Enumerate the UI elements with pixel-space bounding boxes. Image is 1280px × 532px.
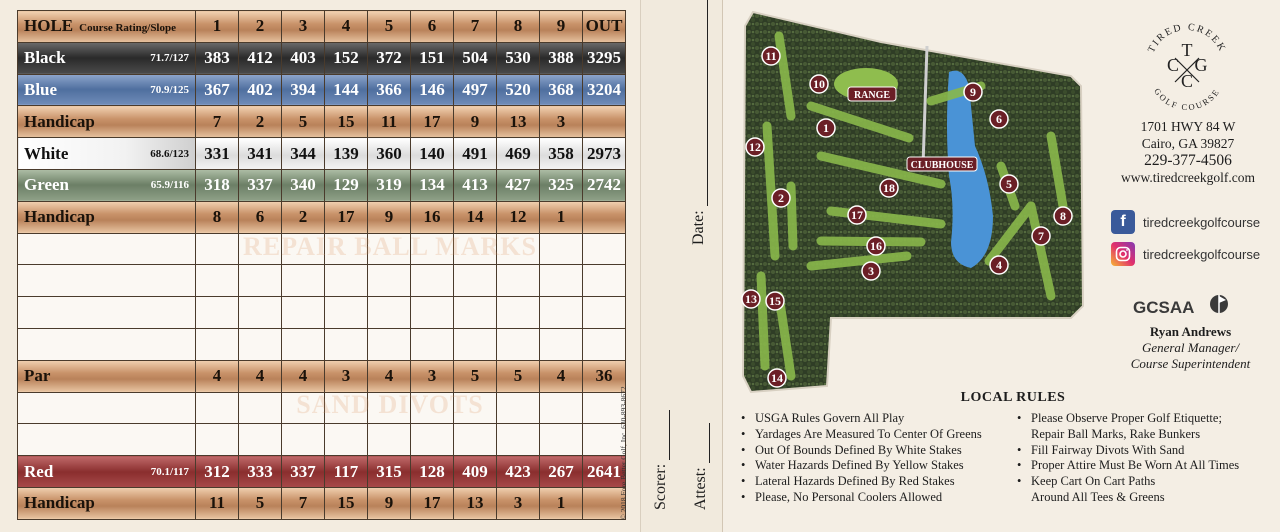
score-entry-cell[interactable] bbox=[497, 328, 540, 360]
score-entry-cell[interactable] bbox=[454, 297, 497, 329]
handicap-out-blank bbox=[583, 201, 626, 233]
score-out-cell[interactable] bbox=[583, 233, 626, 265]
handicap-cell: 3 bbox=[540, 106, 583, 138]
yardage-cell: 413 bbox=[454, 169, 497, 201]
address-line-1: 1701 HWY 84 W bbox=[1140, 119, 1236, 134]
score-entry-cell[interactable] bbox=[497, 424, 540, 456]
course-map bbox=[731, 6, 1091, 396]
hole-number: 3 bbox=[282, 11, 325, 43]
out-total: 2641 bbox=[583, 456, 626, 488]
instagram-row[interactable] bbox=[1111, 242, 1260, 266]
score-entry-cell[interactable] bbox=[540, 328, 583, 360]
svg-text:8: 8 bbox=[1060, 209, 1066, 223]
attest-field[interactable] bbox=[692, 423, 710, 510]
handicap-cell: 9 bbox=[368, 201, 411, 233]
svg-text:5: 5 bbox=[1006, 177, 1012, 191]
svg-text:9: 9 bbox=[970, 85, 976, 99]
yardage-cell: 331 bbox=[196, 138, 239, 170]
local-rules-column-2 bbox=[1015, 411, 1277, 506]
yardage-cell: 412 bbox=[239, 42, 282, 74]
handicap-out-blank bbox=[583, 106, 626, 138]
score-entry-cell[interactable] bbox=[454, 328, 497, 360]
score-entry-cell[interactable] bbox=[540, 297, 583, 329]
tee-rating: 70.9/125 bbox=[150, 83, 189, 96]
yardage-cell: 128 bbox=[411, 456, 454, 488]
gcsaa-logo bbox=[1133, 291, 1233, 319]
tee-rating: 70.1/117 bbox=[150, 465, 189, 478]
facebook-row[interactable] bbox=[1111, 210, 1260, 234]
yardage-cell: 409 bbox=[454, 456, 497, 488]
tee-name: White bbox=[24, 143, 69, 163]
rule-item: • Proper Attire Must Be Worn At All Times bbox=[1015, 458, 1277, 474]
yardage-cell: 134 bbox=[411, 169, 454, 201]
yardage-cell: 504 bbox=[454, 42, 497, 74]
yardage-cell: 402 bbox=[239, 74, 282, 106]
score-entry-cell[interactable] bbox=[196, 265, 239, 297]
svg-text:3: 3 bbox=[868, 264, 874, 278]
hole-number: 7 bbox=[454, 11, 497, 43]
scorer-field[interactable] bbox=[652, 410, 670, 510]
yardage-cell: 368 bbox=[540, 74, 583, 106]
tee-row-green bbox=[18, 169, 626, 201]
par-cell: 4 bbox=[239, 360, 282, 392]
facebook-icon: f bbox=[1111, 210, 1135, 234]
svg-text:12: 12 bbox=[749, 140, 761, 154]
svg-text:17: 17 bbox=[851, 208, 863, 222]
hole-marker-8 bbox=[1054, 207, 1072, 225]
svg-text:18: 18 bbox=[883, 181, 895, 195]
rule-item: Around All Tees & Greens bbox=[1031, 489, 1165, 504]
out-total: 3204 bbox=[583, 74, 626, 106]
tee-rating: 71.7/127 bbox=[150, 52, 189, 65]
handicap-cell: 14 bbox=[454, 201, 497, 233]
yardage-cell: 315 bbox=[368, 456, 411, 488]
handicap-cell: 17 bbox=[411, 487, 454, 519]
handicap-cell: 6 bbox=[239, 201, 282, 233]
hole-marker-13 bbox=[742, 290, 760, 308]
yardage-cell: 530 bbox=[497, 42, 540, 74]
hole-number: 2 bbox=[239, 11, 282, 43]
score-entry-cell[interactable] bbox=[411, 392, 454, 424]
svg-text:2: 2 bbox=[778, 191, 784, 205]
contact-block bbox=[1103, 118, 1273, 186]
tee-name-cell bbox=[18, 456, 196, 488]
header-row bbox=[18, 11, 626, 43]
tired-creek-logo bbox=[1135, 14, 1239, 118]
player-name-cell[interactable] bbox=[18, 328, 196, 360]
yardage-cell: 366 bbox=[368, 74, 411, 106]
handicap-label-cell bbox=[18, 487, 196, 519]
handicap-cell: 15 bbox=[325, 487, 368, 519]
handicap-cell: 16 bbox=[411, 201, 454, 233]
date-line[interactable] bbox=[694, 0, 708, 206]
score-entry-cell[interactable] bbox=[411, 233, 454, 265]
hole-label: HOLE bbox=[24, 16, 74, 36]
score-entry-cell[interactable] bbox=[325, 265, 368, 297]
handicap-label-cell bbox=[18, 106, 196, 138]
handicap-cell: 11 bbox=[368, 106, 411, 138]
yardage-cell: 337 bbox=[282, 456, 325, 488]
yardage-cell: 383 bbox=[196, 42, 239, 74]
yardage-cell: 360 bbox=[368, 138, 411, 170]
local-rules-title: LOCAL RULES bbox=[960, 390, 1066, 405]
copyright-text: © 2018 Fore Better Golf, Inc. 630-893-8672 bbox=[619, 386, 628, 520]
score-entry-cell[interactable] bbox=[540, 265, 583, 297]
player-name-cell[interactable] bbox=[18, 233, 196, 265]
hole-number: 8 bbox=[497, 11, 540, 43]
info-panel bbox=[723, 0, 1280, 532]
handicap-label-cell bbox=[18, 201, 196, 233]
out-total: 3295 bbox=[583, 42, 626, 74]
yardage-cell: 469 bbox=[497, 138, 540, 170]
score-entry-row bbox=[18, 328, 626, 360]
yardage-cell: 333 bbox=[239, 456, 282, 488]
score-entry-cell[interactable] bbox=[282, 392, 325, 424]
score-entry-cell[interactable] bbox=[282, 297, 325, 329]
yardage-cell: 139 bbox=[325, 138, 368, 170]
score-entry-row bbox=[18, 392, 626, 424]
phone-number[interactable]: 229-377-4506 bbox=[1144, 152, 1232, 169]
hole-marker-1 bbox=[817, 119, 835, 137]
hole-marker-16 bbox=[867, 237, 885, 255]
yardage-cell: 319 bbox=[368, 169, 411, 201]
date-label: Date: bbox=[690, 210, 707, 245]
score-entry-cell[interactable] bbox=[282, 233, 325, 265]
course-rating-slope-label: Course Rating/Slope bbox=[79, 22, 176, 35]
tee-rating: 65.9/116 bbox=[150, 179, 189, 192]
manager-block bbox=[1103, 324, 1278, 372]
handicap-cell: 11 bbox=[196, 487, 239, 519]
yardage-cell: 367 bbox=[196, 74, 239, 106]
tee-row-red bbox=[18, 456, 626, 488]
rule-item: • Please Observe Proper Golf Etiquette; bbox=[1015, 411, 1277, 427]
score-entry-cell[interactable] bbox=[411, 297, 454, 329]
rule-item: • Water Hazards Defined By Yellow Stakes bbox=[739, 458, 1019, 474]
score-entry-cell[interactable] bbox=[497, 233, 540, 265]
handicap-cell: 9 bbox=[368, 487, 411, 519]
tee-name-cell bbox=[18, 138, 196, 170]
handicap-cell: 9 bbox=[454, 106, 497, 138]
par-cell: 4 bbox=[368, 360, 411, 392]
rule-item: Repair Ball Marks, Rake Bunkers bbox=[1031, 426, 1201, 441]
yardage-cell: 340 bbox=[282, 169, 325, 201]
watermark-repair-ball-marks: REPAIR BALL MARKS bbox=[243, 232, 537, 261]
score-entry-cell[interactable] bbox=[540, 424, 583, 456]
handicap-cell: 8 bbox=[196, 201, 239, 233]
hole-marker-9 bbox=[964, 83, 982, 101]
score-entry-cell[interactable] bbox=[368, 424, 411, 456]
svg-text:GCSAA: GCSAA bbox=[1133, 298, 1195, 317]
handicap-label: Handicap bbox=[24, 111, 95, 131]
score-entry-cell[interactable] bbox=[196, 328, 239, 360]
score-entry-row bbox=[18, 424, 626, 456]
tee-row-black bbox=[18, 42, 626, 74]
score-entry-cell[interactable] bbox=[196, 297, 239, 329]
handicap-label: Handicap bbox=[24, 207, 95, 227]
handicap-row bbox=[18, 201, 626, 233]
hole-number: 9 bbox=[540, 11, 583, 43]
yardage-cell: 312 bbox=[196, 456, 239, 488]
handicap-cell: 3 bbox=[497, 487, 540, 519]
score-entry-cell[interactable] bbox=[368, 265, 411, 297]
tee-name-cell bbox=[18, 169, 196, 201]
par-out-total: 36 bbox=[583, 360, 626, 392]
manager-title-2: Course Superintendent bbox=[1130, 356, 1251, 371]
map-label-range bbox=[848, 87, 896, 101]
par-cell: 3 bbox=[411, 360, 454, 392]
handicap-cell: 17 bbox=[411, 106, 454, 138]
logo-letter-t: T bbox=[1181, 40, 1193, 60]
yardage-cell: 117 bbox=[325, 456, 368, 488]
yardage-cell: 344 bbox=[282, 138, 325, 170]
par-label: Par bbox=[24, 366, 51, 386]
svg-text:6: 6 bbox=[996, 112, 1002, 126]
yardage-cell: 372 bbox=[368, 42, 411, 74]
svg-text:11: 11 bbox=[765, 49, 777, 63]
rule-item: • Out Of Bounds Defined By White Stakes bbox=[739, 443, 1019, 459]
yardage-cell: 358 bbox=[540, 138, 583, 170]
facebook-handle[interactable]: tiredcreekgolfcourse bbox=[1143, 214, 1261, 230]
score-entry-cell[interactable] bbox=[368, 233, 411, 265]
svg-text:1: 1 bbox=[823, 121, 829, 135]
handicap-cell: 1 bbox=[540, 487, 583, 519]
tee-name: Red bbox=[24, 461, 54, 481]
score-entry-cell[interactable] bbox=[239, 328, 282, 360]
score-entry-cell[interactable] bbox=[282, 265, 325, 297]
yardage-cell: 151 bbox=[411, 42, 454, 74]
website-link[interactable]: www.tiredcreekgolf.com bbox=[1120, 170, 1256, 185]
yardage-cell: 403 bbox=[282, 42, 325, 74]
hole-marker-7 bbox=[1032, 227, 1050, 245]
tee-name-cell bbox=[18, 74, 196, 106]
score-entry-row bbox=[18, 265, 626, 297]
score-entry-cell[interactable] bbox=[454, 265, 497, 297]
hole-number: 5 bbox=[368, 11, 411, 43]
player-name-cell[interactable] bbox=[18, 265, 196, 297]
score-entry-cell[interactable] bbox=[497, 297, 540, 329]
score-entry-cell[interactable] bbox=[454, 392, 497, 424]
score-entry-cell[interactable] bbox=[497, 265, 540, 297]
out-total: 2742 bbox=[583, 169, 626, 201]
handicap-cell: 2 bbox=[239, 106, 282, 138]
scorer-line[interactable] bbox=[656, 410, 670, 460]
logo-letter-c2: C bbox=[1180, 71, 1194, 91]
watermark-sand-divots: SAND DIVOTS bbox=[296, 390, 484, 419]
score-out-cell[interactable] bbox=[583, 328, 626, 360]
handicap-cell: 7 bbox=[282, 487, 325, 519]
handicap-cell: 7 bbox=[196, 106, 239, 138]
yardage-cell: 267 bbox=[540, 456, 583, 488]
score-entry-row bbox=[18, 297, 626, 329]
manager-title-1: General Manager/ bbox=[1141, 340, 1240, 355]
score-entry-cell[interactable] bbox=[411, 265, 454, 297]
handicap-cell: 17 bbox=[325, 201, 368, 233]
hole-marker-3 bbox=[862, 262, 880, 280]
yardage-cell: 325 bbox=[540, 169, 583, 201]
handicap-cell: 13 bbox=[497, 106, 540, 138]
player-name-cell[interactable] bbox=[18, 392, 196, 424]
yardage-cell: 427 bbox=[497, 169, 540, 201]
score-entry-row bbox=[18, 233, 626, 265]
yardage-cell: 140 bbox=[411, 138, 454, 170]
rule-item: • Lateral Hazards Defined By Red Stakes bbox=[739, 474, 1019, 490]
par-label-cell bbox=[18, 360, 196, 392]
svg-text:16: 16 bbox=[870, 239, 882, 253]
hole-header-cell bbox=[18, 11, 196, 43]
address-line-2: Cairo, GA 39827 bbox=[1141, 136, 1235, 151]
score-entry-cell[interactable] bbox=[454, 424, 497, 456]
player-name-cell[interactable] bbox=[18, 297, 196, 329]
tee-name: Black bbox=[24, 48, 66, 68]
yardage-cell: 497 bbox=[454, 74, 497, 106]
score-entry-cell[interactable] bbox=[239, 424, 282, 456]
yardage-cell: 318 bbox=[196, 169, 239, 201]
score-entry-cell[interactable] bbox=[325, 392, 368, 424]
attest-label: Attest: bbox=[692, 467, 709, 510]
score-entry-cell[interactable] bbox=[368, 392, 411, 424]
svg-text:15: 15 bbox=[769, 294, 781, 308]
player-name-cell[interactable] bbox=[18, 424, 196, 456]
scorecard-table bbox=[17, 10, 626, 520]
score-entry-cell[interactable] bbox=[368, 297, 411, 329]
hole-marker-12 bbox=[746, 138, 764, 156]
score-entry-cell[interactable] bbox=[239, 265, 282, 297]
tee-row-white bbox=[18, 138, 626, 170]
handicap-cell: 15 bbox=[325, 106, 368, 138]
tee-name-cell bbox=[18, 42, 196, 74]
yardage-cell: 341 bbox=[239, 138, 282, 170]
svg-text:7: 7 bbox=[1038, 229, 1044, 243]
logo-letter-c1: C bbox=[1166, 55, 1180, 75]
svg-text:RANGE: RANGE bbox=[853, 90, 891, 101]
svg-text:13: 13 bbox=[745, 292, 757, 306]
handicap-cell: 1 bbox=[540, 201, 583, 233]
tee-name: Green bbox=[24, 175, 70, 195]
handicap-cell: 5 bbox=[239, 487, 282, 519]
par-cell: 5 bbox=[454, 360, 497, 392]
hole-marker-11 bbox=[762, 47, 780, 65]
svg-text:GOLF COURSE: GOLF COURSE bbox=[1152, 86, 1222, 113]
yardage-cell: 129 bbox=[325, 169, 368, 201]
yardage-cell: 394 bbox=[282, 74, 325, 106]
rule-item: • Keep Cart On Cart Paths bbox=[1015, 474, 1277, 490]
yardage-cell: 152 bbox=[325, 42, 368, 74]
score-entry-cell[interactable] bbox=[282, 424, 325, 456]
svg-text:4: 4 bbox=[996, 258, 1002, 272]
manager-name: Ryan Andrews bbox=[1149, 324, 1232, 339]
yardage-cell: 520 bbox=[497, 74, 540, 106]
local-rules-column-1 bbox=[739, 411, 1019, 506]
score-entry-cell[interactable] bbox=[325, 233, 368, 265]
tee-row-blue bbox=[18, 74, 626, 106]
out-header: OUT bbox=[583, 11, 626, 43]
score-entry-cell[interactable] bbox=[540, 233, 583, 265]
instagram-icon bbox=[1111, 242, 1135, 266]
handicap-cell: 13 bbox=[454, 487, 497, 519]
score-entry-cell[interactable] bbox=[325, 328, 368, 360]
tee-name: Blue bbox=[24, 79, 58, 99]
rule-item: • Yardages Are Measured To Center Of Greens bbox=[739, 427, 1019, 443]
out-total: 2973 bbox=[583, 138, 626, 170]
score-entry-cell[interactable] bbox=[368, 328, 411, 360]
logo-letter-g: G bbox=[1194, 55, 1208, 75]
date-field[interactable] bbox=[690, 0, 708, 245]
svg-text:TIRED CREEK: TIRED CREEK bbox=[1146, 21, 1228, 55]
yardage-cell: 146 bbox=[411, 74, 454, 106]
par-cell: 3 bbox=[325, 360, 368, 392]
score-entry-cell[interactable] bbox=[196, 392, 239, 424]
hole-marker-18 bbox=[880, 179, 898, 197]
handicap-cell: 5 bbox=[282, 106, 325, 138]
hole-number: 4 bbox=[325, 11, 368, 43]
attest-line[interactable] bbox=[696, 423, 710, 463]
map-label-clubhouse bbox=[907, 157, 977, 171]
handicap-row bbox=[18, 106, 626, 138]
score-entry-cell[interactable] bbox=[411, 424, 454, 456]
rule-item: • USGA Rules Govern All Play bbox=[739, 411, 1019, 427]
score-out-cell[interactable] bbox=[583, 265, 626, 297]
par-cell: 4 bbox=[282, 360, 325, 392]
handicap-cell: 12 bbox=[497, 201, 540, 233]
handicap-cell: 2 bbox=[282, 201, 325, 233]
handicap-label: Handicap bbox=[24, 493, 95, 513]
par-cell: 4 bbox=[540, 360, 583, 392]
score-entry-cell[interactable] bbox=[325, 297, 368, 329]
score-entry-cell[interactable] bbox=[239, 233, 282, 265]
handicap-row bbox=[18, 487, 626, 519]
rule-item: • Fill Fairway Divots With Sand bbox=[1015, 443, 1277, 459]
yardage-cell: 423 bbox=[497, 456, 540, 488]
svg-text:14: 14 bbox=[771, 371, 783, 385]
score-entry-cell[interactable] bbox=[540, 392, 583, 424]
yardage-cell: 337 bbox=[239, 169, 282, 201]
hole-marker-17 bbox=[848, 206, 866, 224]
par-cell: 5 bbox=[497, 360, 540, 392]
score-entry-cell[interactable] bbox=[239, 392, 282, 424]
score-entry-cell[interactable] bbox=[282, 328, 325, 360]
hole-marker-5 bbox=[1000, 175, 1018, 193]
hole-marker-10 bbox=[810, 75, 828, 93]
hole-marker-6 bbox=[990, 110, 1008, 128]
score-entry-cell[interactable] bbox=[239, 297, 282, 329]
yardage-cell: 388 bbox=[540, 42, 583, 74]
svg-text:10: 10 bbox=[813, 77, 825, 91]
score-entry-cell[interactable] bbox=[196, 424, 239, 456]
score-out-cell[interactable] bbox=[583, 297, 626, 329]
hole-marker-4 bbox=[990, 256, 1008, 274]
hole-number: 6 bbox=[411, 11, 454, 43]
score-entry-cell[interactable] bbox=[454, 233, 497, 265]
score-entry-cell[interactable] bbox=[411, 328, 454, 360]
hole-marker-2 bbox=[772, 189, 790, 207]
score-entry-cell[interactable] bbox=[497, 392, 540, 424]
scorer-label: Scorer: bbox=[652, 463, 669, 510]
score-entry-cell[interactable] bbox=[325, 424, 368, 456]
rule-item: • Please, No Personal Coolers Allowed bbox=[739, 490, 1019, 506]
instagram-handle[interactable]: tiredcreekgolfcourse bbox=[1143, 246, 1261, 262]
tee-rating: 68.6/123 bbox=[150, 147, 189, 160]
hole-number: 1 bbox=[196, 11, 239, 43]
score-entry-cell[interactable] bbox=[196, 233, 239, 265]
par-row bbox=[18, 360, 626, 392]
hole-marker-14 bbox=[768, 369, 786, 387]
hole-marker-15 bbox=[766, 292, 784, 310]
yardage-cell: 144 bbox=[325, 74, 368, 106]
par-cell: 4 bbox=[196, 360, 239, 392]
svg-text:CLUBHOUSE: CLUBHOUSE bbox=[910, 160, 974, 171]
yardage-cell: 491 bbox=[454, 138, 497, 170]
